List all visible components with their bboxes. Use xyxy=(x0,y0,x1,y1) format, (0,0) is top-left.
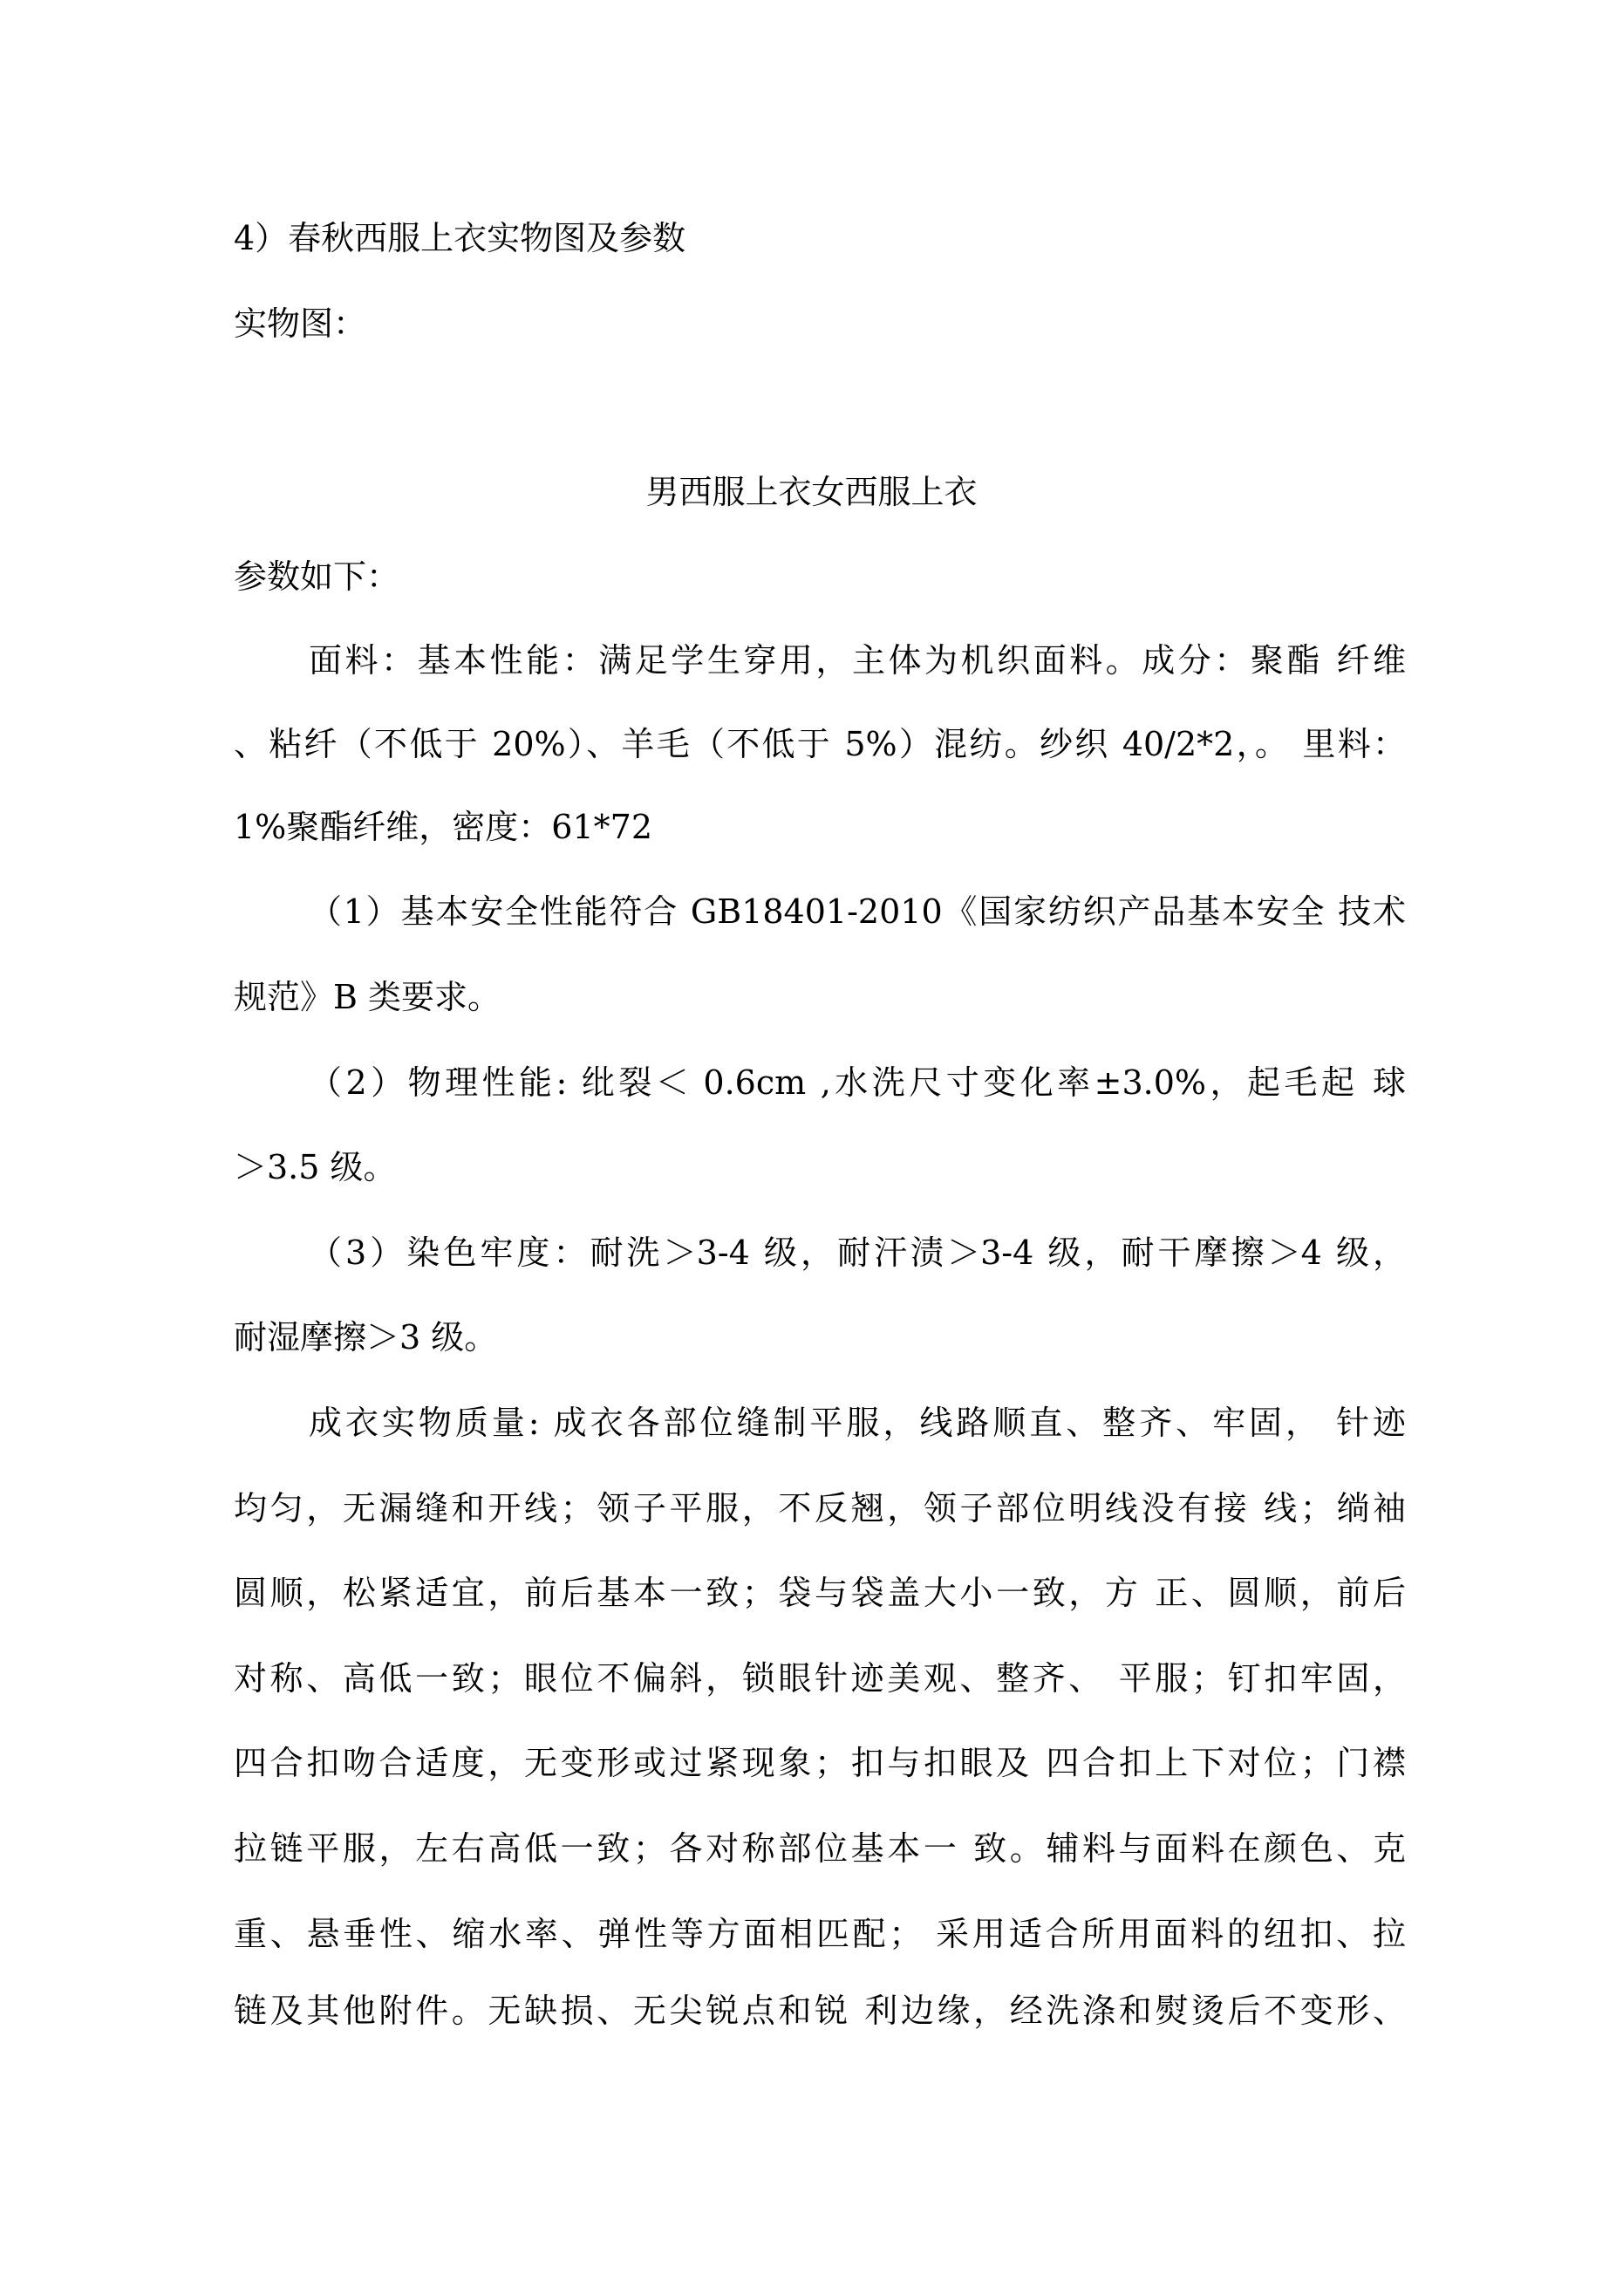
quality-line-8: 链及其他附件。无缺损、无尖锐点和锐 利边缘，经洗涤和熨烫后不变形、 xyxy=(234,1992,1406,2030)
quality-line-5: 四合扣吻合适度，无变形或过紧现象；扣与扣眼及 四合扣上下对位；门襟 xyxy=(234,1744,1406,1782)
quality-line-1: 成衣实物质量: 成衣各部位缝制平服，线路顺直、整齐、牢固， 针迹 xyxy=(309,1404,1406,1442)
fabric-line-1: 面料：基本性能：满足学生穿用，主体为机织面料。成分：聚酯 纤维 xyxy=(309,641,1406,680)
fabric-line-3: 1%聚酯纤维，密度：61*72 xyxy=(234,808,652,846)
quality-line-4: 对称、高低一致；眼位不偏斜，锁眼针迹美观、整齐、 平服；钉扣牢固， xyxy=(234,1659,1406,1698)
quality-line-6: 拉链平服，左右高低一致；各对称部位基本一 致。辅料与面料在颜色、克 xyxy=(234,1829,1406,1868)
section-heading: 4）春秋西服上衣实物图及参数 xyxy=(234,219,686,257)
requirement-1-line-2: 规范》B 类要求。 xyxy=(234,978,501,1016)
quality-line-7: 重、悬垂性、缩水率、弹性等方面相匹配； 采用适合所用面料的纽扣、拉 xyxy=(234,1915,1406,1953)
quality-line-2: 均匀，无漏缝和开线；领子平服，不反翘，领子部位明线没有接 线；绱袖 xyxy=(234,1489,1406,1527)
requirement-1-line-1: （1）基本安全性能符合 GB18401-2010《国家纺织产品基本安全 技术 xyxy=(309,892,1406,931)
fabric-line-2: 、粘纤（不低于 20%）、羊毛（不低于 5%）混纺。纱织 40/2*2，。 里料： xyxy=(234,725,1406,763)
params-label: 参数如下： xyxy=(234,557,400,596)
requirement-3-line-1: （3）染色牢度：耐洗＞3-4 级，耐汗渍＞3-4 级，耐干摩擦＞4 级， xyxy=(309,1233,1406,1272)
photo-caption: 男西服上衣女西服上衣 xyxy=(645,473,978,511)
requirement-2-line-1: （2）物理性能: 纰裂＜ 0.6cm ,水洗尺寸变化率±3.0%，起毛起 球 xyxy=(309,1063,1406,1102)
photo-label: 实物图： xyxy=(234,304,367,343)
requirement-2-line-2: ＞3.5 级。 xyxy=(234,1148,397,1186)
quality-line-3: 圆顺，松紧适宜，前后基本一致；袋与袋盖大小一致，方 正、圆顺，前后 xyxy=(234,1574,1406,1612)
requirement-3-line-2: 耐湿摩擦＞3 级。 xyxy=(234,1318,498,1356)
